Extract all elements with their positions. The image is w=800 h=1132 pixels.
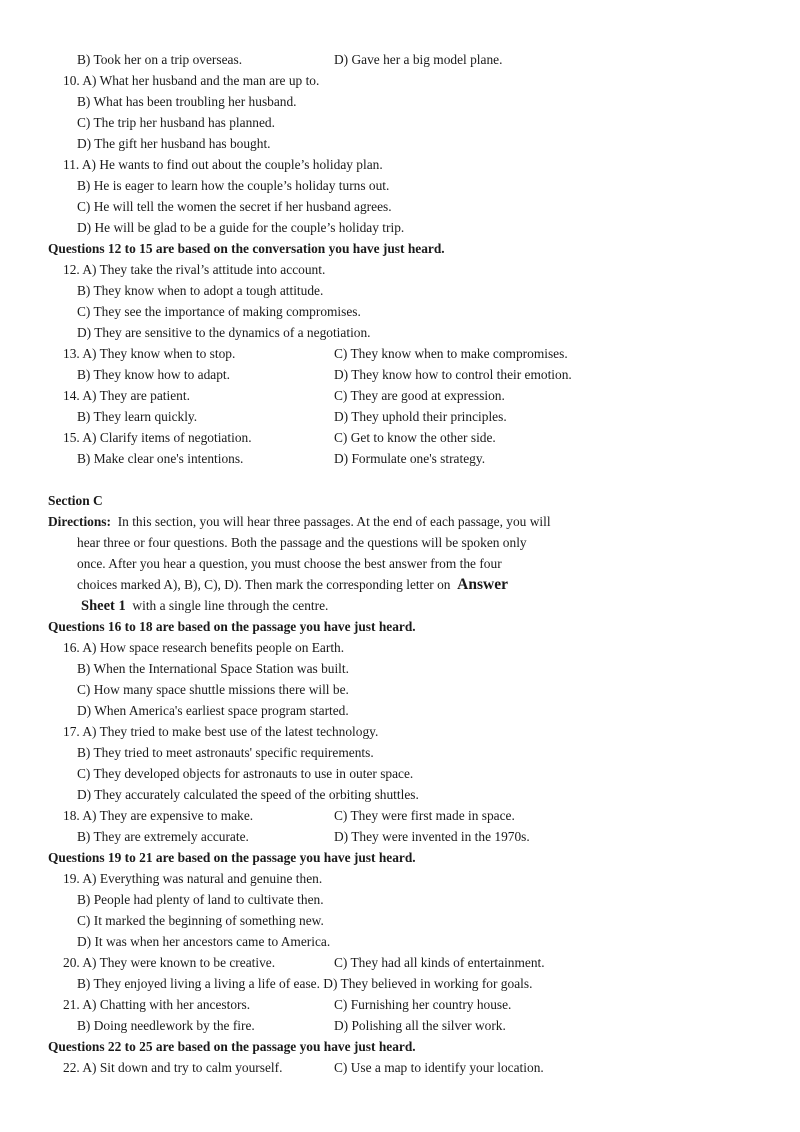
answer-word: Answer <box>457 576 508 593</box>
q21-option-b: B) Doing needlework by the fire. <box>77 1018 255 1033</box>
q16-option-c: C) How many space shuttle missions there will be. <box>77 682 349 697</box>
q11-option-b: B) He is eager to learn how the couple’s holiday turns out. <box>77 178 390 193</box>
directions-text-4: choices marked A), B), C), D). Then mark the corresponding letter on <box>77 577 451 592</box>
directions-line-5 <box>81 596 328 616</box>
q14-option-b: B) They learn quickly. <box>77 409 198 424</box>
directions-label: Directions: <box>48 514 111 529</box>
q10-option-c: C) The trip her husband has planned. <box>77 115 275 130</box>
q17-option-c: C) They developed objects for astronauts to use in outer space. <box>77 766 414 781</box>
q12-option-a: 12. A) They take the rival’s attitude into account. <box>63 262 326 277</box>
q17-option-a: 17. A) They tried to make best use of the latest technology. <box>63 724 379 739</box>
q20-option-b-d: B) They enjoyed living a living a life of ease. D) They believed in working for goals. <box>77 976 533 991</box>
q11-option-d: D) He will be glad to be a guide for the couple’s holiday trip. <box>77 220 405 235</box>
q19-option-c: C) It marked the beginning of something new. <box>77 913 324 928</box>
q15-option-a: 15. A) Clarify items of negotiation. <box>63 430 252 445</box>
q18-option-d: D) They were invented in the 1970s. <box>334 829 530 844</box>
directions-text-5: with a single line through the centre. <box>132 598 329 613</box>
heading-questions-16-18: Questions 16 to 18 are based on the passage you have just heard. <box>48 619 416 634</box>
q10-option-d: D) The gift her husband has bought. <box>77 136 271 151</box>
q20-option-c: C) They had all kinds of entertainment. <box>334 955 545 970</box>
q9-option-d: D) Gave her a big model plane. <box>334 52 503 67</box>
q12-option-c: C) They see the importance of making compromises. <box>77 304 361 319</box>
q12-option-b: B) They know when to adopt a tough attitude. <box>77 283 324 298</box>
q13-option-a: 13. A) They know when to stop. <box>63 346 236 361</box>
q9-option-b: B) Took her on a trip overseas. <box>77 52 243 67</box>
heading-questions-12-15: Questions 12 to 15 are based on the conversation you have just heard. <box>48 241 445 256</box>
q10-option-a: 10. A) What her husband and the man are up to. <box>63 73 320 88</box>
q11-option-c: C) He will tell the women the secret if her husband agrees. <box>77 199 392 214</box>
heading-questions-22-25: Questions 22 to 25 are based on the passage you have just heard. <box>48 1039 416 1054</box>
q16-option-a: 16. A) How space research benefits people on Earth. <box>63 640 345 655</box>
sheet-word: Sheet 1 <box>81 598 126 614</box>
q10-option-b: B) What has been troubling her husband. <box>77 94 297 109</box>
q21-option-d: D) Polishing all the silver work. <box>334 1018 506 1033</box>
q22-option-a: 22. A) Sit down and try to calm yourself. <box>63 1060 283 1075</box>
q15-option-c: C) Get to know the other side. <box>334 430 496 445</box>
q12-option-d: D) They are sensitive to the dynamics of a negotiation. <box>77 325 371 340</box>
q19-option-a: 19. A) Everything was natural and genuine then. <box>63 871 323 886</box>
q13-option-d: D) They know how to control their emotion. <box>334 367 572 382</box>
q15-option-d: D) Formulate one's strategy. <box>334 451 486 466</box>
q18-option-b: B) They are extremely accurate. <box>77 829 249 844</box>
directions-text-1: In this section, you will hear three passages. At the end of each passage, you will <box>117 514 551 529</box>
q17-option-d: D) They accurately calculated the speed of the orbiting shuttles. <box>77 787 419 802</box>
q18-option-c: C) They were first made in space. <box>334 808 515 823</box>
q21-option-c: C) Furnishing her country house. <box>334 997 512 1012</box>
q14-option-d: D) They uphold their principles. <box>334 409 507 424</box>
q11-option-a: 11. A) He wants to find out about the couple’s holiday plan. <box>63 157 383 172</box>
q16-option-b: B) When the International Space Station was built. <box>77 661 349 676</box>
q18-option-a: 18. A) They are expensive to make. <box>63 808 254 823</box>
q13-option-c: C) They know when to make compromises. <box>334 346 568 361</box>
q19-option-d: D) It was when her ancestors came to America. <box>77 934 331 949</box>
heading-questions-19-21: Questions 19 to 21 are based on the passage you have just heard. <box>48 850 416 865</box>
section-c-title: Section C <box>48 493 103 508</box>
directions-line-4 <box>77 575 508 595</box>
q16-option-d: D) When America's earliest space program started. <box>77 703 349 718</box>
q21-option-a: 21. A) Chatting with her ancestors. <box>63 997 251 1012</box>
q19-option-b: B) People had plenty of land to cultivate then. <box>77 892 324 907</box>
q20-option-a: 20. A) They were known to be creative. <box>63 955 276 970</box>
q14-option-c: C) They are good at expression. <box>334 388 505 403</box>
q22-option-c: C) Use a map to identify your location. <box>334 1060 544 1075</box>
directions-line-1 <box>48 512 551 532</box>
directions-line-3: once. After you hear a question, you must choose the best answer from the four <box>77 556 502 571</box>
q15-option-b: B) Make clear one's intentions. <box>77 451 244 466</box>
q13-option-b: B) They know how to adapt. <box>77 367 230 382</box>
q17-option-b: B) They tried to meet astronauts' specific requirements. <box>77 745 374 760</box>
q14-option-a: 14. A) They are patient. <box>63 388 190 403</box>
directions-line-2: hear three or four questions. Both the passage and the questions will be spoken only <box>77 535 527 550</box>
